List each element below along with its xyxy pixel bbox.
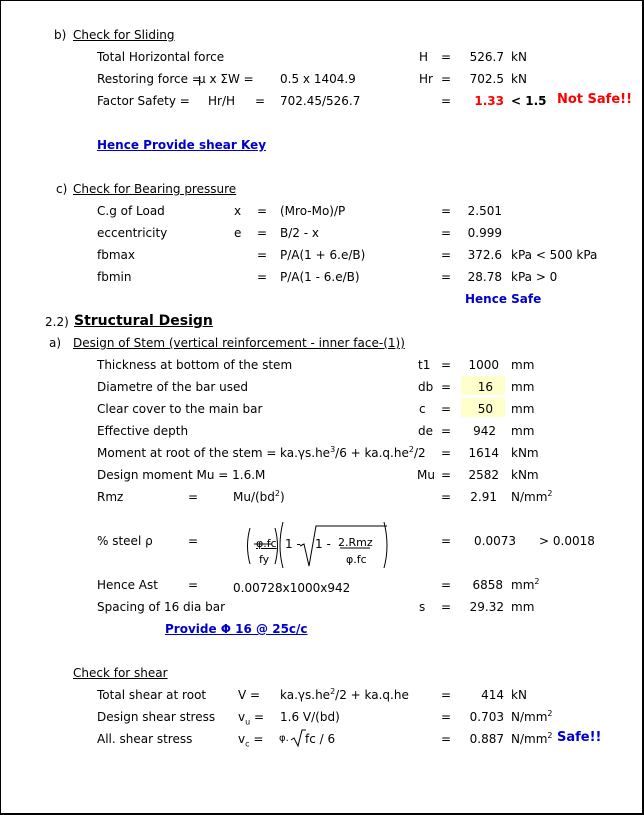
thickness-label: Thickness at bottom of the stem — [97, 358, 293, 372]
equals-sign: = — [441, 446, 452, 460]
total-shear-expression: $ka.\gamma s.he^2/2 + ka.q.he$ — [280, 687, 409, 702]
bearing-row-expression: P/A(1 - 6.e/B) — [280, 270, 360, 284]
ast-expression: 0.00728x1000x942 — [233, 581, 351, 595]
cover-unit: mm — [511, 402, 535, 416]
bearing-row-expression: (Mro-Mo)/P — [280, 204, 346, 218]
equals-sign: = — [441, 600, 452, 614]
steel-rmz-numerator: 2.Rmz — [338, 536, 373, 549]
section-label-b: b) — [54, 28, 67, 42]
ast-value: 6858 — [472, 578, 503, 592]
factor-safety-label: Factor Safety = — [97, 94, 190, 108]
safe-status: Safe!! — [557, 730, 602, 745]
shear-key-note-link[interactable]: Hence Provide shear Key — [97, 138, 267, 152]
rmz-value: 2.91 — [470, 490, 497, 504]
equals-sign: = — [257, 226, 268, 240]
cover-symbol: c — [419, 402, 426, 416]
design-moment-unit: kNm — [511, 468, 539, 482]
equals-sign: = — [441, 710, 452, 724]
steel-inner-one-minus: 1 - — [315, 537, 331, 551]
spacing-unit: mm — [511, 600, 535, 614]
bearing-row-value: 2.501 — [467, 204, 502, 218]
provide-reinforcement-link[interactable]: Provide Φ 16 @ 25c/c — [165, 622, 308, 636]
equals-sign: = — [188, 578, 199, 592]
section-label-c: c) — [56, 182, 68, 196]
equals-sign: = — [441, 248, 452, 262]
effective-depth-symbol: de — [418, 424, 433, 438]
horizontal-force-unit: kN — [511, 50, 527, 64]
equals-sign: = — [257, 204, 268, 218]
restoring-force-symbol: Hr — [419, 72, 433, 86]
equals-sign: = — [441, 72, 452, 86]
equals-sign: = — [441, 468, 452, 482]
steel-ratio-minimum: > 0.0018 — [539, 534, 595, 548]
not-safe-status: Not Safe!! — [557, 92, 633, 107]
equals-sign: = — [441, 578, 452, 592]
equals-sign: = — [441, 226, 452, 240]
equals-sign: = — [188, 534, 199, 548]
restoring-force-unit: kN — [511, 72, 527, 86]
moment-unit: kNm — [511, 446, 539, 460]
equals-sign: = — [441, 688, 452, 702]
factor-safety-value: 1.33 — [474, 94, 504, 108]
factor-safety-expression: 702.45/526.7 — [280, 94, 361, 108]
bearing-row-symbol: x — [234, 204, 242, 218]
factor-safety-limit: < 1.5 — [511, 94, 547, 108]
bearing-row-symbol: e — [234, 226, 242, 240]
rmz-label: Rmz — [97, 490, 124, 504]
restoring-force-label: Restoring force = — [97, 72, 202, 86]
bearing-title: Check for Bearing pressure — [73, 182, 237, 196]
design-shear-symbol: $v_u$ = — [238, 710, 265, 727]
bearing-row-name: fbmin — [97, 270, 132, 284]
diameter-label: Diametre of the bar used — [97, 380, 249, 394]
horizontal-force-label: Total Horizontal force — [97, 50, 225, 64]
bearing-row-expression: P/A(1 + 6.e/B) — [280, 248, 366, 262]
design-moment-label: Design moment Mu = 1.6.M — [97, 468, 266, 482]
equals-sign: = — [257, 270, 268, 284]
equals-sign: = — [441, 402, 452, 416]
equals-sign: = — [255, 94, 266, 108]
square-root-icon — [290, 728, 306, 748]
cover-label: Clear cover to the main bar — [97, 402, 263, 416]
equals-sign: = — [441, 270, 452, 284]
equals-sign: = — [441, 534, 452, 548]
bearing-result: Hence Safe — [465, 292, 542, 306]
thickness-value: 1000 — [468, 358, 499, 372]
spacing-value: 29.32 — [469, 600, 504, 614]
bearing-row-unit: kPa < 500 kPa — [511, 248, 598, 262]
cover-value: 50 — [477, 402, 493, 416]
section-number: 2.2) — [45, 315, 69, 329]
effective-depth-label: Effective depth — [97, 424, 189, 438]
total-shear-label: Total shear at root — [97, 688, 207, 702]
ast-label: Hence Ast — [97, 578, 158, 592]
shear-check-title: Check for shear — [73, 666, 168, 680]
spacing-label: Spacing of 16 dia bar — [97, 600, 226, 614]
thickness-symbol: t1 — [418, 358, 431, 372]
equals-sign: = — [441, 204, 452, 218]
total-shear-symbol: V = — [238, 688, 261, 702]
design-shear-expression: 1.6 V/(bd) — [280, 710, 340, 724]
diameter-value: 16 — [477, 380, 493, 394]
design-moment-symbol: Mu — [417, 468, 435, 482]
equals-sign: = — [441, 380, 452, 394]
allowable-shear-unit: $N/mm^2$ — [511, 731, 553, 746]
bearing-row-name: C.g of Load — [97, 204, 165, 218]
rmz-expression: $Mu/(bd^2)$ — [233, 489, 285, 504]
bearing-row-value: 0.999 — [467, 226, 502, 240]
equals-sign: = — [441, 94, 452, 108]
steel-fc-numerator: φ.fc — [256, 537, 277, 550]
ast-unit: $mm^2$ — [511, 577, 540, 592]
horizontal-force-symbol: H — [419, 50, 429, 64]
stem-design-title: Design of Stem (vertical reinforcement - inner face-(1)) — [73, 336, 405, 350]
thickness-unit: mm — [511, 358, 535, 372]
rmz-unit: $N/mm^2$ — [511, 489, 553, 504]
equals-sign: = — [441, 424, 452, 438]
restoring-force-formula: μ x ΣW = — [198, 72, 254, 86]
equals-sign: = — [441, 358, 452, 372]
equals-sign: = — [188, 490, 199, 504]
allowable-shear-fc: fc / 6 — [305, 732, 336, 746]
total-shear-value: 414 — [481, 688, 504, 702]
effective-depth-unit: mm — [511, 424, 535, 438]
structural-design-title: Structural Design — [74, 313, 213, 329]
bearing-row-value: 28.78 — [467, 270, 502, 284]
total-shear-unit: kN — [511, 688, 527, 702]
diameter-unit: mm — [511, 380, 535, 394]
section-label-a: a) — [49, 336, 62, 350]
moment-value: 1614 — [468, 446, 499, 460]
restoring-force-value: 702.5 — [469, 72, 504, 86]
sliding-title: Check for Sliding — [73, 28, 175, 42]
allowable-shear-symbol: $v_c$ = — [238, 732, 264, 749]
steel-fy-denominator: fy — [259, 553, 270, 566]
allowable-shear-label: All. shear stress — [97, 732, 193, 746]
allowable-shear-value: 0.887 — [469, 732, 504, 746]
moment-label: Moment at root of the stem = — [97, 446, 277, 460]
equals-sign: = — [441, 732, 452, 746]
bearing-row-unit: kPa > 0 — [511, 270, 558, 284]
horizontal-force-value: 526.7 — [469, 50, 504, 64]
design-moment-value: 2582 — [468, 468, 499, 482]
diameter-symbol: db — [418, 380, 434, 394]
bearing-row-value: 372.6 — [467, 248, 502, 262]
allowable-shear-phi: φ. — [279, 733, 289, 744]
restoring-force-expression: 0.5 x 1404.9 — [280, 72, 356, 86]
bearing-row-expression: B/2 - x — [280, 226, 319, 240]
factor-safety-formula: Hr/H — [208, 94, 236, 108]
moment-expression: $ka.\gamma s.he^3/6 + ka.q.he^2/2$ — [280, 445, 426, 460]
steel-fc-denominator: φ.fc — [346, 553, 367, 566]
bearing-row-name: fbmax — [97, 248, 135, 262]
spacing-symbol: s — [419, 600, 426, 614]
steel-one-minus: 1 - — [285, 537, 301, 551]
bearing-row-name: eccentricity — [97, 226, 168, 240]
design-shear-value: 0.703 — [469, 710, 504, 724]
equals-sign: = — [441, 50, 452, 64]
steel-ratio-value: 0.0073 — [474, 534, 516, 548]
design-shear-unit: $N/mm^2$ — [511, 709, 553, 724]
steel-ratio-label: % steel ρ — [97, 534, 153, 548]
equals-sign: = — [257, 248, 268, 262]
equals-sign: = — [441, 490, 452, 504]
effective-depth-value: 942 — [473, 424, 496, 438]
design-shear-label: Design shear stress — [97, 710, 216, 724]
